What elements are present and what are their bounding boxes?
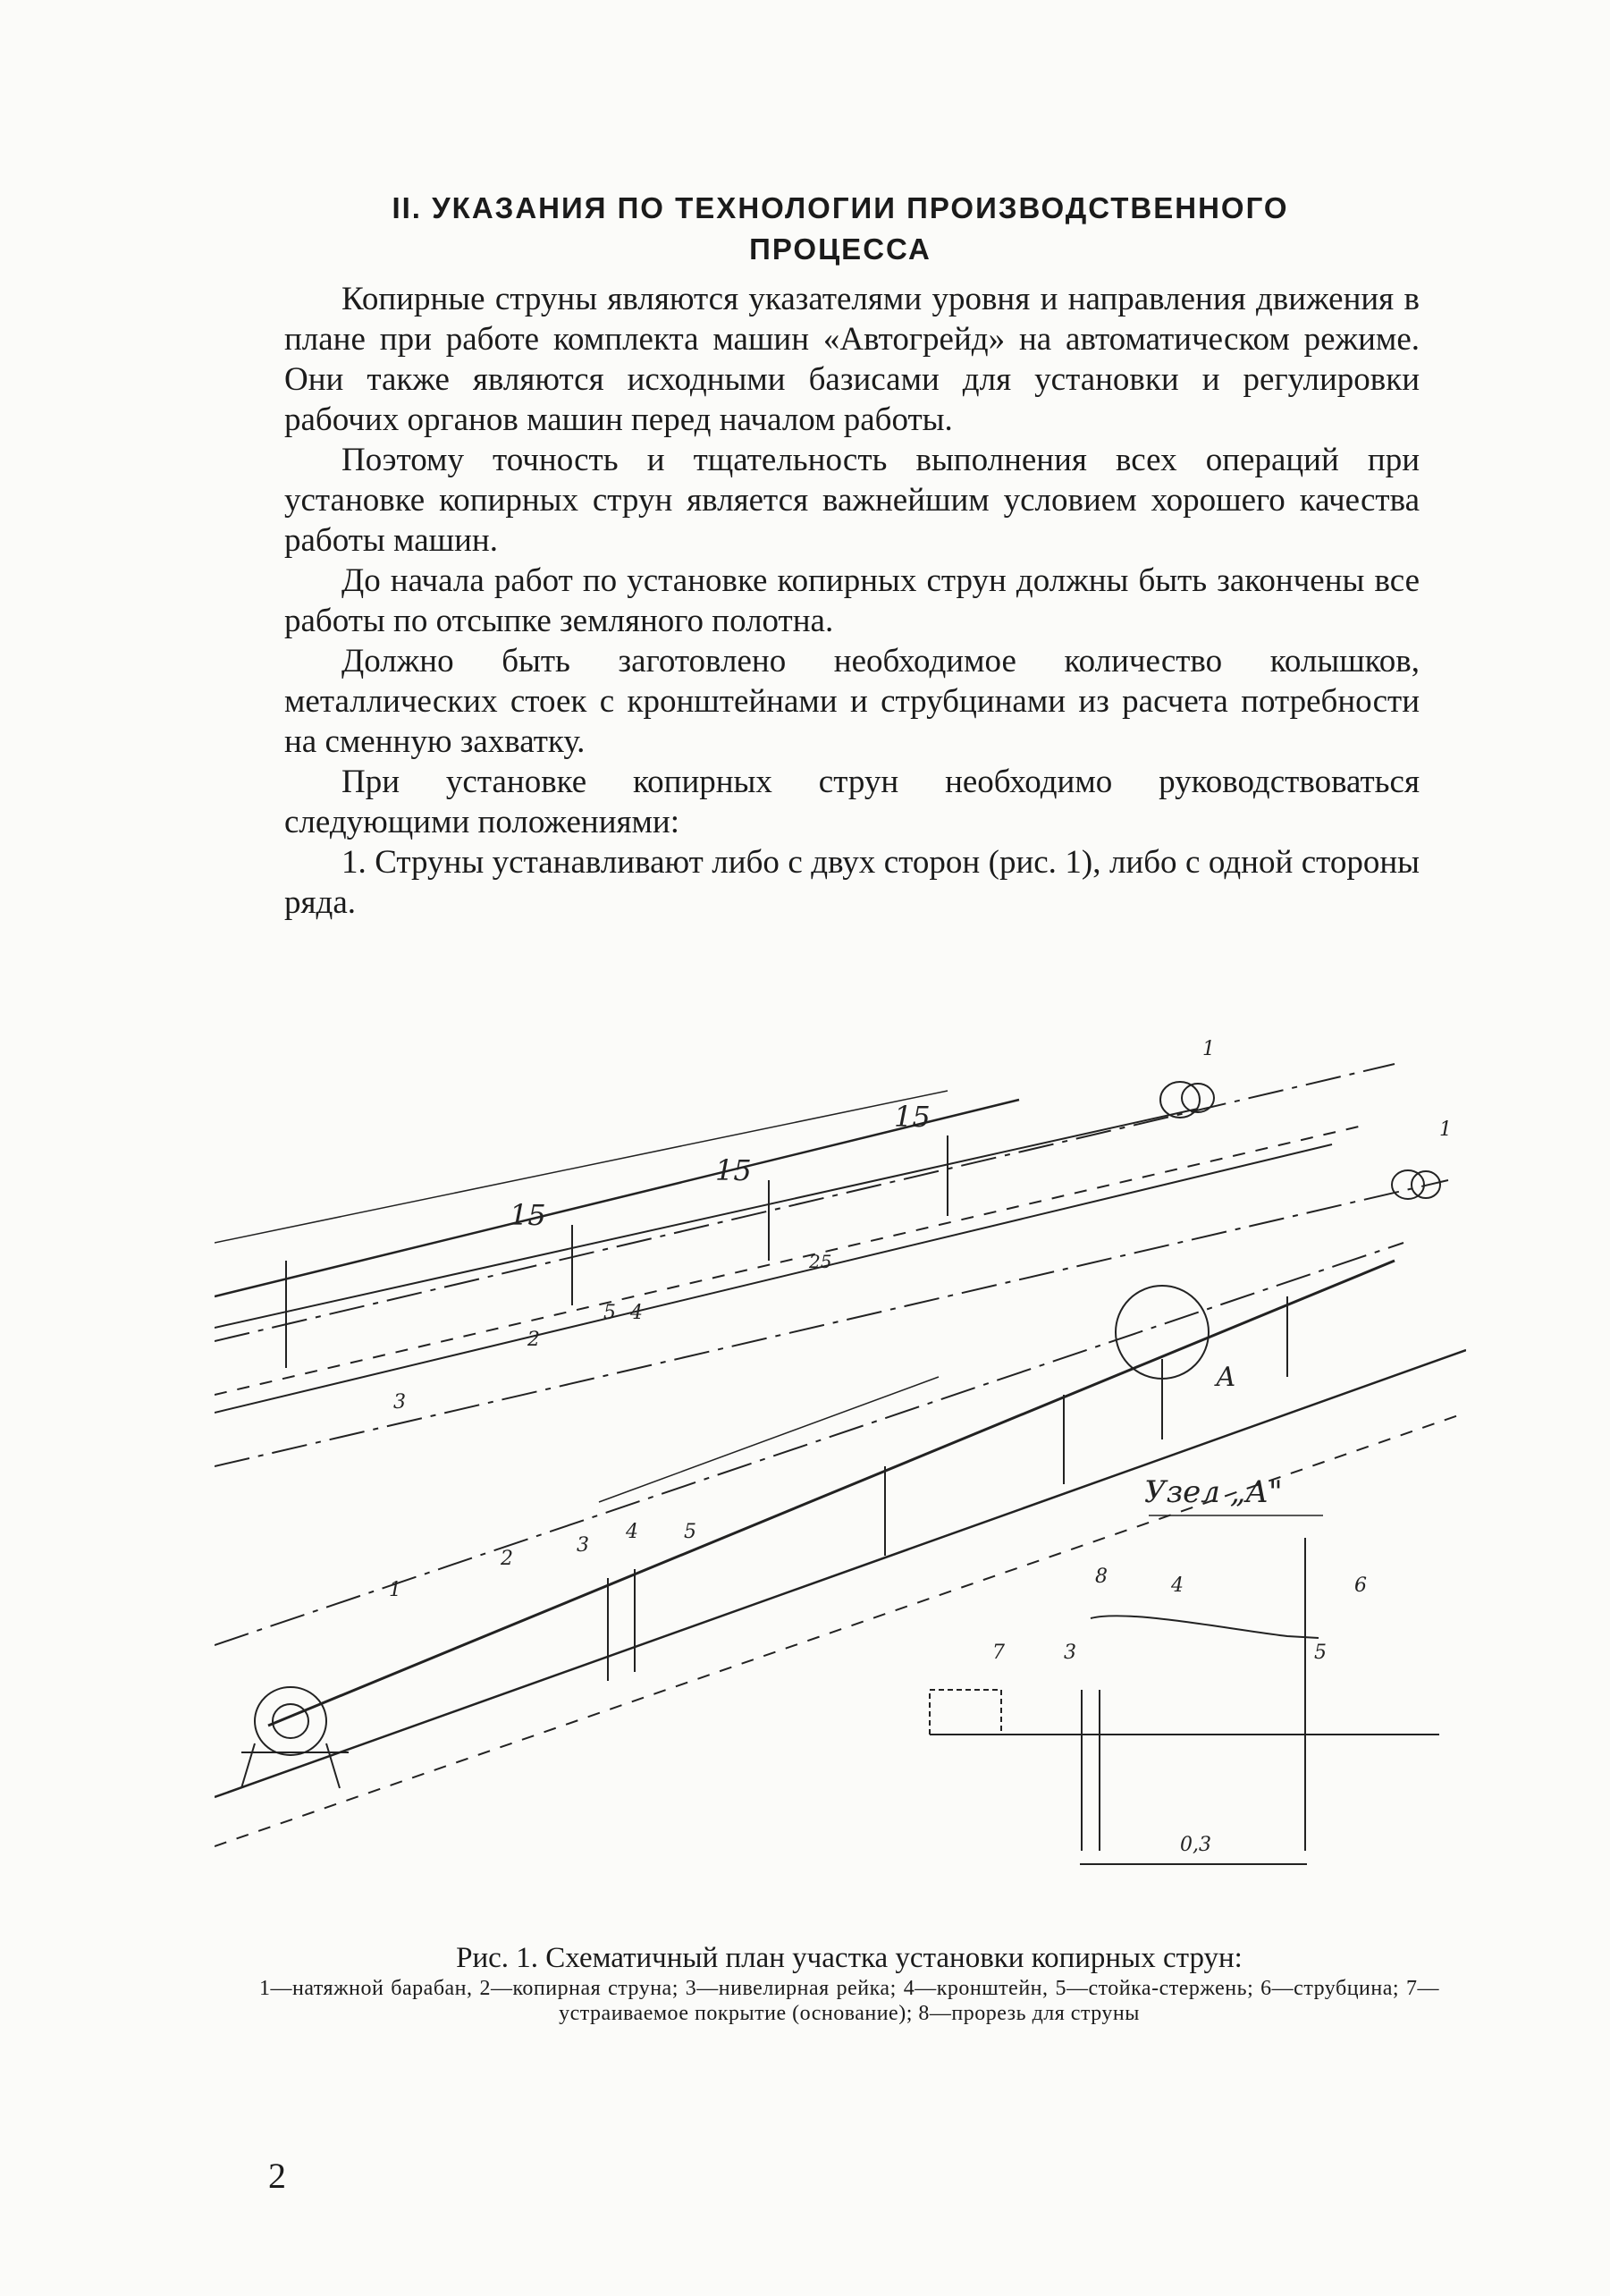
node-label: 5 (1314, 1642, 1327, 1664)
node-label: 4 (1171, 1574, 1184, 1597)
callout-label: 1 (1439, 1118, 1452, 1141)
callout-label: 1 (389, 1579, 401, 1601)
section-heading-line-1: II. УКАЗАНИЯ ПО ТЕХНОЛОГИИ ПРОИЗВОДСТВЕННОГО (392, 191, 1289, 224)
page-number: 2 (268, 2156, 286, 2196)
body-text (284, 279, 1420, 923)
section-heading-line-2: ПРОЦЕССА (749, 232, 931, 266)
callout-label: 3 (577, 1534, 589, 1557)
callout-label: 2 (527, 1329, 540, 1351)
callout-label: 1 (1202, 1038, 1215, 1060)
string-installation-diagram (215, 966, 1466, 1931)
callout-label: 4 (630, 1302, 643, 1324)
node-dimension: 0,3 (1180, 1834, 1211, 1856)
callout-label: 5 (684, 1521, 696, 1543)
paragraph: Должно быть заготовлено необходимое количество колышков, металлических стоек с кронштейнами и струбцинами из расчета потребности на сменную захватку. (284, 643, 1420, 760)
callout-label: 3 (393, 1391, 406, 1414)
spacing-label: 15 (510, 1198, 546, 1232)
node-marker: А (1216, 1362, 1236, 1393)
spacing-label: 15 (894, 1100, 931, 1134)
tension-drum-icon (1160, 1082, 1214, 1118)
node-title: Узел „А" (1144, 1474, 1283, 1510)
paragraph: До начала работ по установке копирных струн должны быть закончены все работы по отсыпке земляного полотна. (284, 562, 1420, 639)
node-label: 6 (1354, 1574, 1367, 1597)
callout-label: 4 (626, 1521, 638, 1543)
paragraph: Копирные струны являются указателями уровня и направления движения в плане при работе комплекта машин «Автогрейд» на автоматическом режиме. Они также являются исходными базисами для установки и регулировки рабочих органов машин перед началом работы. (284, 281, 1420, 438)
section-heading (268, 188, 1412, 270)
tension-drum-icon (241, 1687, 349, 1788)
paragraph: Поэтому точность и тщательность выполнения всех операций при установке копирных струн является важнейшим условием хорошего качества работы машин. (284, 442, 1420, 559)
tension-drum-icon (1392, 1170, 1440, 1199)
road-lines (215, 1064, 1466, 1846)
caption-legend: 1—натяжной барабан, 2—копирная струна; 3—нивелирная рейка; 4—кронштейн, 5—стойка-стержень; 6—струбцина; 7—устраиваемое покрытие (основание); 8—прорезь для струны (259, 1977, 1439, 2025)
callout-label: 5 (603, 1302, 616, 1324)
spacing-label: 25 (809, 1251, 832, 1272)
figure-1 (215, 966, 1466, 1931)
node-label: 8 (1095, 1566, 1108, 1588)
caption-title: Рис. 1. Схематичный план участка установки копирных струн: (456, 1942, 1243, 1974)
paragraph: При установке копирных струн необходимо руководствоваться следующими положениями: (284, 764, 1420, 840)
figure-caption (259, 1940, 1439, 2026)
paragraph: 1. Струны устанавливают либо с двух сторон (рис. 1), либо с одной стороны ряда. (284, 844, 1420, 921)
callout-label: 2 (501, 1548, 513, 1570)
node-a-detail (930, 1474, 1439, 1864)
node-label: 3 (1064, 1642, 1076, 1664)
spacing-label: 15 (715, 1153, 752, 1187)
node-label: 7 (992, 1642, 1005, 1664)
